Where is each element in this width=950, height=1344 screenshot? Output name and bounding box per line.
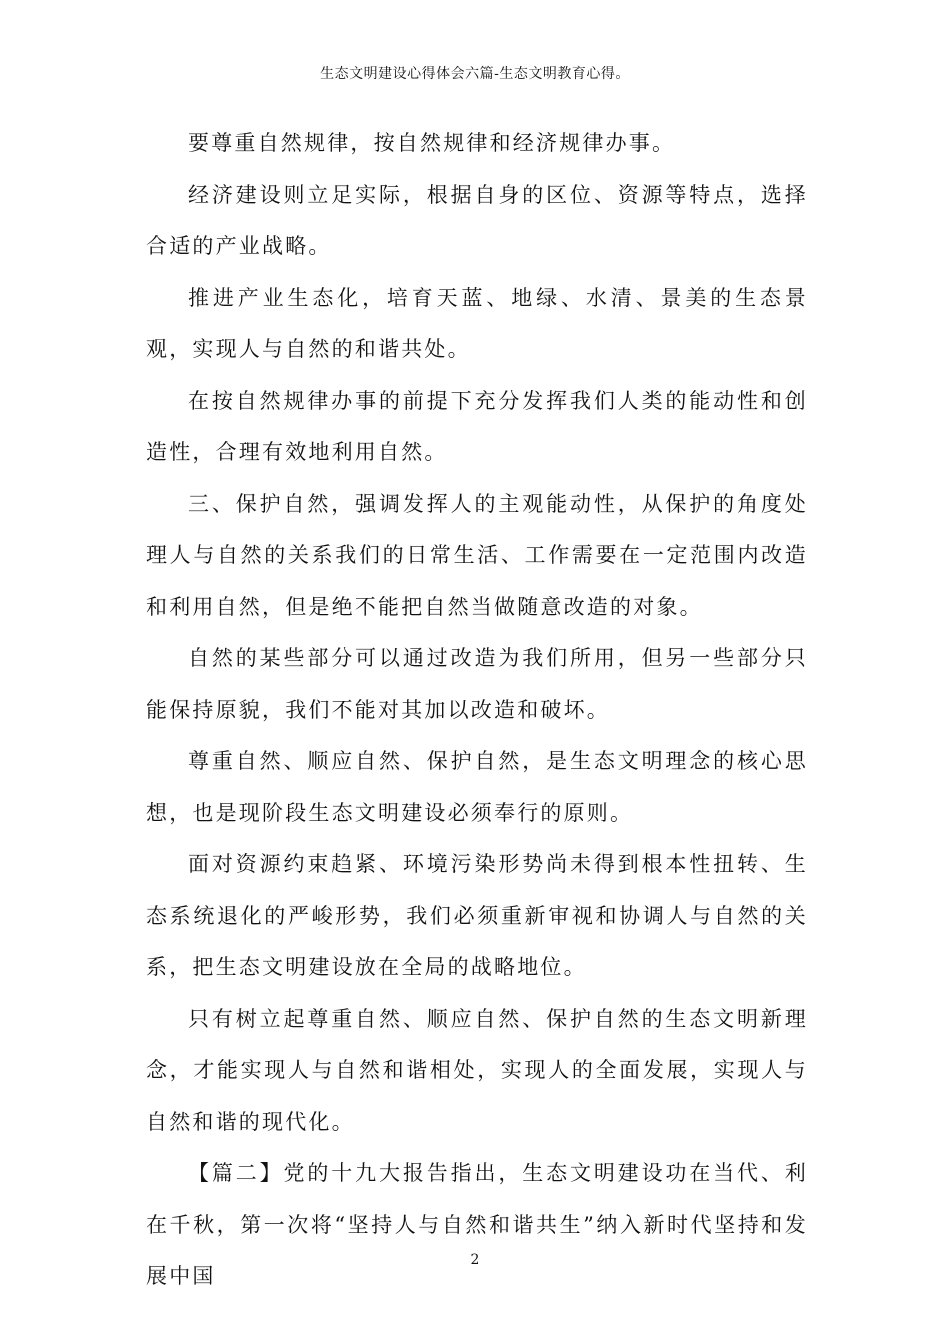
running-header: 生态文明建设心得体会六篇-生态文明教育心得。 [320,66,630,82]
paragraph: 只有树立起尊重自然、顺应自然、保护自然的生态文明新理念，才能实现人与自然和谐相处，实现人的全面发展，实现人与自然和谐的现代化。 [146,1006,808,1134]
body-text [146,118,808,1303]
paragraph: 三、保护自然，强调发挥人的主观能动性，从保护的角度处理人与自然的关系我们的日常生活、工作需要在一定范围内改造和利用自然，但是绝不能把自然当做随意改造的对象。 [146,491,808,619]
paragraph: 自然的某些部分可以通过改造为我们所用，但另一些部分只能保持原貌，我们不能对其加以改造和破坏。 [146,646,808,722]
paragraph: 尊重自然、顺应自然、保护自然，是生态文明理念的核心思想，也是现阶段生态文明建设必须奉行的原则。 [146,749,808,825]
paragraph: 要尊重自然规律，按自然规律和经济规律办事。 [188,131,676,155]
paragraph: 推进产业生态化，培育天蓝、地绿、水清、景美的生态景观，实现人与自然的和谐共处。 [146,285,808,361]
paragraph: 在按自然规律办事的前提下充分发挥我们人类的能动性和创造性，合理有效地利用自然。 [146,388,808,464]
paragraph: 【篇二】党的十九大报告指出，生态文明建设功在当代、利在千秋，第一次将“坚持人与自然和谐共生”纳入新时代坚持和发展中国 [146,1161,808,1288]
page-number: 2 [470,1252,480,1268]
paragraph: 经济建设则立足实际，根据自身的区位、资源等特点，选择合适的产业战略。 [146,182,808,258]
paragraph: 面对资源约束趋紧、环境污染形势尚未得到根本性扭转、生态系统退化的严峻形势，我们必须重新审视和协调人与自然的关系，把生态文明建设放在全局的战略地位。 [146,852,808,979]
